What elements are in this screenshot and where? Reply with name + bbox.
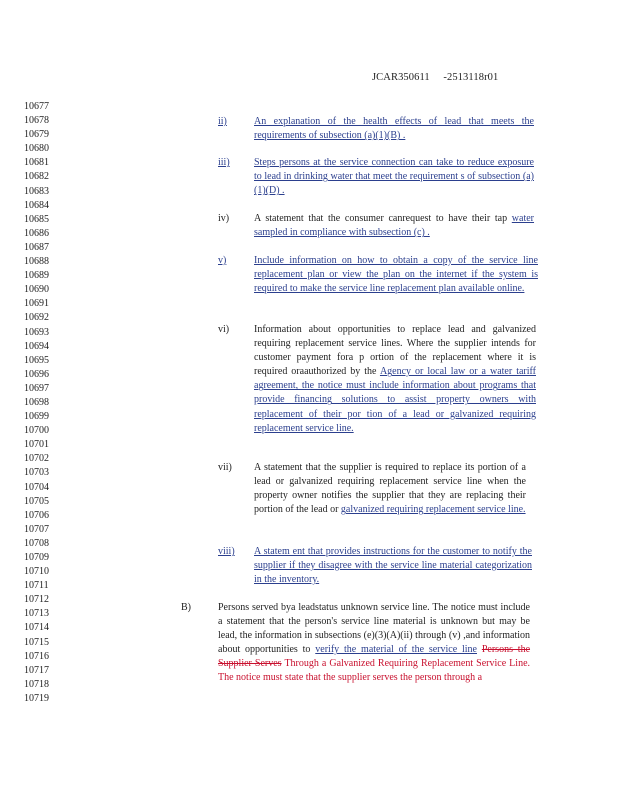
item-text-inserted: Agency or local law or a water tariff agreement, the notice must include information about programs that provide financing solutions to assist property owners with replacement of their por tion of a lead or galvanized requiring replacement service line. bbox=[254, 366, 536, 434]
item-text: Steps persons at the service connection can take to reduce exposure to lead in drinking water that meet the requirement s of subsection (a)(1)(D) . bbox=[254, 157, 534, 197]
line-number: 10699 bbox=[24, 411, 49, 423]
item-label: viii) bbox=[218, 546, 235, 557]
item-text-inserted: verify the material of the service line bbox=[315, 644, 477, 656]
line-number: 10709 bbox=[24, 552, 49, 563]
line-number: 10693 bbox=[24, 326, 49, 338]
line-number: 10689 bbox=[24, 270, 49, 282]
line-number: 10681 bbox=[24, 157, 49, 169]
line-number: 10700 bbox=[24, 425, 49, 437]
line-number: 10683 bbox=[24, 185, 49, 197]
item-text bbox=[254, 461, 526, 517]
line-number: 10701 bbox=[24, 439, 49, 451]
item-text: An explanation of the health effects of lead that meets the requirements of subsection (a)(1)(B) . bbox=[254, 116, 534, 142]
item-text bbox=[254, 323, 536, 436]
line-number: 10698 bbox=[24, 396, 49, 408]
line-number: 10708 bbox=[24, 537, 49, 549]
item-text-inserted: galvanized requiring replacement service line. bbox=[340, 504, 526, 516]
line-number: 10702 bbox=[24, 453, 49, 465]
document-id-header: JCAR350611 -2513118r01 bbox=[372, 72, 499, 83]
line-number: 10712 bbox=[24, 594, 49, 606]
line-number: 10715 bbox=[24, 636, 49, 648]
item-text-inserted: water sampled in compliance with subsection (c) . bbox=[254, 213, 535, 239]
item-text-deleted: Persons the Supplier Serves bbox=[218, 644, 531, 670]
line-number: 10691 bbox=[24, 298, 49, 310]
line-number: 10680 bbox=[24, 143, 49, 155]
item-text: A statem ent that provides instructions for the customer to notify the supplier if they disagree with the service line material categorization in the inventory. bbox=[254, 546, 532, 586]
item-label: B) bbox=[181, 602, 191, 613]
line-number: 10717 bbox=[24, 664, 49, 676]
line-number: 10716 bbox=[24, 650, 49, 662]
item-text-red: Through a Galvanized Requiring Replacement Service Line. The notice must state that the supplier serves the person through a bbox=[218, 658, 531, 684]
line-number: 10685 bbox=[24, 213, 49, 225]
line-number: 10696 bbox=[24, 368, 49, 380]
line-number: 10703 bbox=[24, 467, 49, 479]
line-number: 10710 bbox=[24, 566, 49, 578]
item-label: ii) bbox=[218, 116, 227, 127]
item-text: Include information on how to obtain a copy of the service line replacement plan or view the plan on the internet if the system is required to make the service line replacement plan available online. bbox=[254, 255, 538, 295]
line-number: 10684 bbox=[24, 199, 49, 211]
line-number-column bbox=[24, 100, 64, 706]
item-label: v) bbox=[218, 255, 227, 266]
line-number: 10707 bbox=[24, 523, 49, 535]
line-number: 10714 bbox=[24, 622, 49, 634]
item-text-plain: Persons served bya leadstatus unknown service line. The notice must include a statement that the person's service line material is unknown but may be lead, the information in subsections (e)(3)(A)(ii) through (v) ,and information about opportunities to bbox=[218, 602, 530, 656]
line-number: 10678 bbox=[24, 115, 49, 127]
line-number: 10695 bbox=[24, 354, 49, 366]
line-number: 10711 bbox=[24, 580, 49, 592]
line-number: 10697 bbox=[24, 382, 49, 394]
item-text-plain: Information about opportunities to replace lead and galvanized requiring replacement service lines. Where the supplier intends for customer payment fora p ortion of the replacement where it is required oraauthorized by the bbox=[254, 324, 536, 378]
line-number: 10679 bbox=[24, 129, 49, 141]
line-number: 10719 bbox=[24, 692, 49, 704]
line-number: 10718 bbox=[24, 678, 49, 690]
line-number: 10704 bbox=[24, 481, 49, 493]
item-label: vii) bbox=[218, 462, 232, 473]
line-number: 10687 bbox=[24, 241, 49, 253]
line-number: 10706 bbox=[24, 509, 49, 521]
line-number: 10692 bbox=[24, 312, 49, 324]
item-text-plain: A statement that the consumer canrequest to have their tap bbox=[254, 213, 508, 224]
line-number: 10690 bbox=[24, 284, 49, 296]
line-number: 10694 bbox=[24, 340, 49, 352]
item-label: iv) bbox=[218, 213, 230, 224]
item-text bbox=[218, 601, 530, 686]
line-number: 10682 bbox=[24, 171, 49, 183]
line-number: 10677 bbox=[24, 101, 49, 112]
line-number: 10713 bbox=[24, 608, 49, 620]
line-number: 10686 bbox=[24, 227, 49, 239]
item-text-plain: A statement that the supplier is required to replace its portion of a lead or galvanized requiring replacement service line when the property owner notifies the supplier that they are replacing their portion of the lead or bbox=[254, 462, 526, 516]
item-text bbox=[254, 212, 534, 240]
item-label: vi) bbox=[218, 324, 230, 335]
line-number: 10688 bbox=[24, 256, 49, 268]
item-label: iii) bbox=[218, 157, 230, 168]
line-number: 10705 bbox=[24, 495, 49, 507]
